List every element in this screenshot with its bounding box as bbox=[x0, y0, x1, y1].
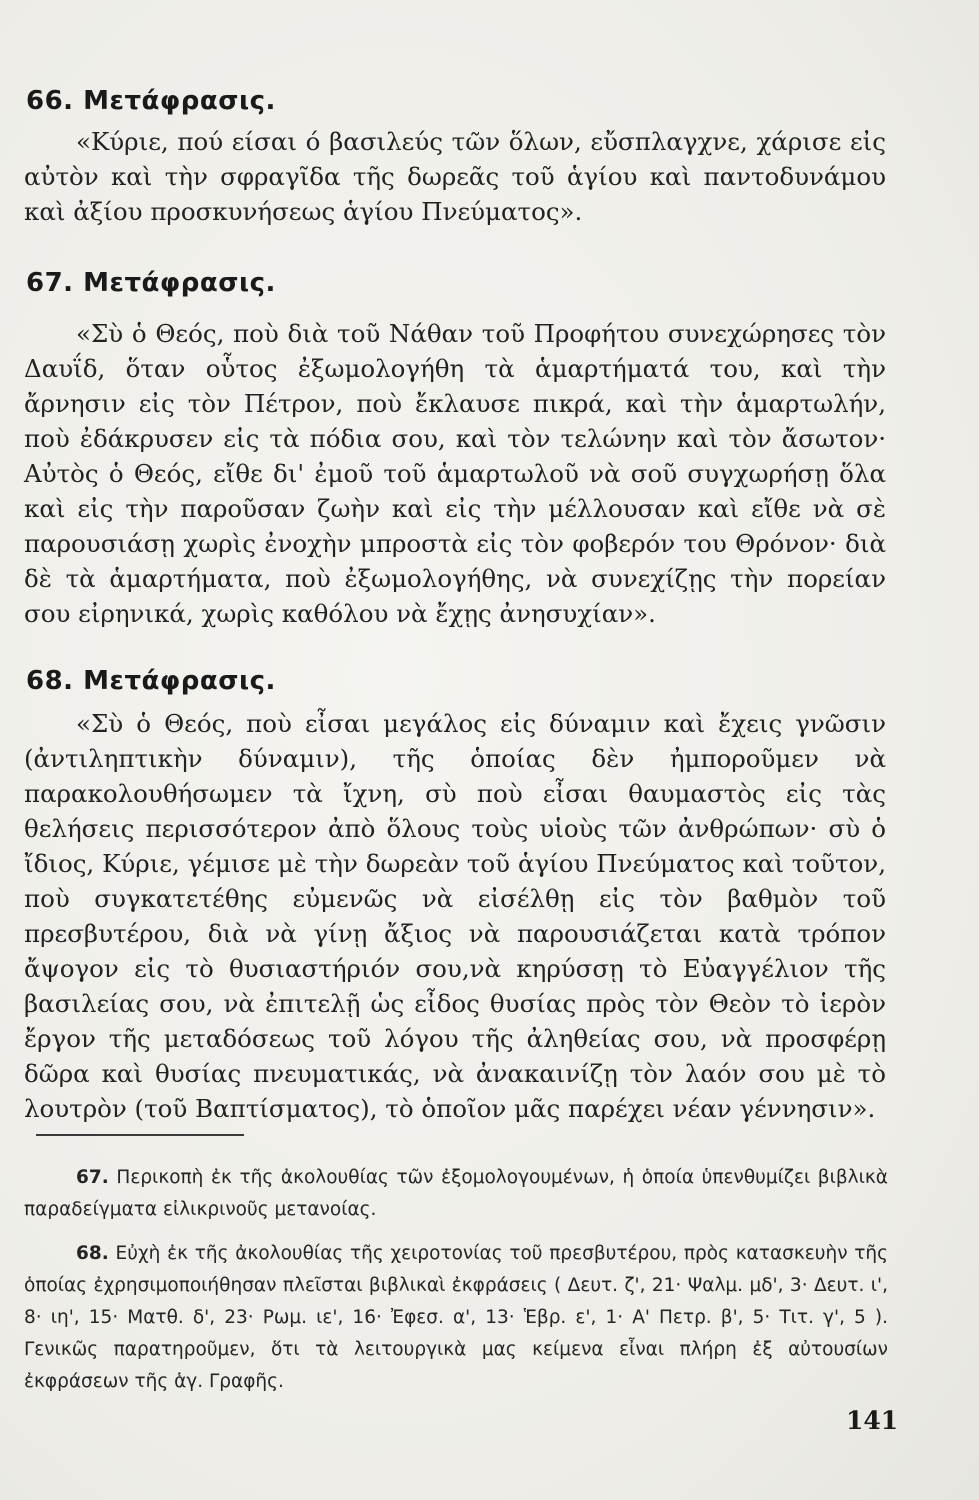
footnote-68-text: Εὐχὴ ἐκ τῆς ἀκολουθίας τῆς χειροτονίας τοῦ πρεσβυτέρου, πρὸς κατασκευὴν τῆς ὁποίας ἐχρησιμοποιήθησαν πλεῖσται βιβλικαὶ ἐκφράσεις ( Δευτ. ζ', 21· Ψαλμ. μδ', 3· Δευτ. ι', 8· ιη', 15· Ματθ. δ', 23· Ρωμ. ιε', 16· Ἐφεσ. α', 13· Ἑβρ. ε', 1· Α' Πετρ. β', 5· Τιτ. γ', 5 ). Γενικῶς παρατηροῦμεν, ὅτι τὰ λειτουργικὰ μας κείμενα εἶναι πλήρη ἐξ αὐτουσίων ἐκφράσεων τῆς ἁγ. Γραφῆς. bbox=[24, 1243, 889, 1392]
footnote-67-text: Περικοπὴ ἐκ τῆς ἀκολουθίας τῶν ἐξομολογουμένων, ἡ ὁποία ὑπενθυμίζει βιβλικὰ παραδείγματα εἰλικρινοῦς μετανοίας. bbox=[24, 1167, 888, 1220]
footnote-separator bbox=[36, 1134, 244, 1136]
footnote-67 bbox=[24, 1162, 888, 1226]
section-67-text: «Σὺ ὁ Θεός, ποὺ διὰ τοῦ Νάθαν τοῦ Προφήτου συνεχώρησες τὸν Δαυΐδ, ὅταν οὗτος ἐξωμολογήθη τὰ ἁμαρτήματά του, καὶ τὴν ἄρνησιν εἰς τὸν Πέτρον, ποὺ ἔκλαυσε πικρά, καὶ τὴν ἁμαρτωλήν, ποὺ ἐδάκρυσεν εἰς τὰ πόδια σου, καὶ τὸν τελώνην καὶ τὸν ἄσωτον· Αὐτὸς ὁ Θεός, εἴθε δι' ἐμοῦ τοῦ ἁμαρτωλοῦ νὰ σοῦ συγχωρήσῃ ὅλα καὶ εἰς τὴν παροῦσαν ζωὴν καὶ εἰς τὴν μέλλουσαν καὶ εἴθε νὰ σὲ παρουσιάσῃ χωρὶς ἐνοχὴν μπροστὰ εἰς τὸν φοβερόν του Θρόνον· διὰ δὲ τὰ ἁμαρτήματα, ποὺ ἐξωμολογήθης, νὰ συνεχίζῃς τὴν πορείαν σου εἰρηνικά, χωρὶς καθόλου νὰ ἔχῃς ἀνησυχίαν». bbox=[24, 319, 886, 628]
section-66-heading: 66. Μετάφρασις. bbox=[26, 86, 276, 116]
footnote-67-number: 67. bbox=[76, 1167, 109, 1188]
section-68-text: «Σὺ ὁ Θεός, ποὺ εἶσαι μεγάλος εἰς δύναμιν καὶ ἔχεις γνῶσιν (ἀντιληπτικὴν δύναμιν), τῆς ὁποίας δὲν ἠμποροῦμεν νὰ παρακολουθήσωμεν τὰ ἴχνη, σὺ ποὺ εἶσαι θαυμαστὸς εἰς τὰς θελήσεις περισσότερον ἀπὸ ὅλους τοὺς υἱοὺς τῶν ἀνθρώπων· σὺ ὁ ἴδιος, Κύριε, γέμισε μὲ τὴν δωρεὰν τοῦ ἁγίου Πνεύματος καὶ τοῦτον, ποὺ συγκατετέθης εὐμενῶς νὰ εἰσέλθῃ εἰς τὸν βαθμὸν τοῦ πρεσβυτέρου, διὰ νὰ γίνῃ ἄξιος νὰ παρουσιάζεται κατὰ τρόπον ἄψογον εἰς τὸ θυσιαστήριόν σου,νὰ κηρύσσῃ τὸ Εὐαγγέλιον τῆς βασιλείας σου, νὰ ἐπιτελῇ ὡς εἶδος θυσίας πρὸς τὸν Θεὸν τὸ ἱερὸν ἔργον τῆς μεταδόσεως τοῦ λόγου τῆς ἀληθείας σου, νὰ προσφέρῃ δῶρα καὶ θυσίας πνευματικάς, νὰ ἀνακαινίζῃ τὸν λαόν σου μὲ τὸ λουτρὸν (τοῦ Βαπτίσματος), τὸ ὁποῖον μᾶς παρέχει νέαν γέννησιν». bbox=[24, 709, 886, 1123]
section-66-text: «Κύριε, πού είσαι ό βασιλεύς τῶν ὅλων, εὔσπλαγχνε, χάρισε εἰς αὐτὸν καὶ τὴν σφραγῖδα τῆς δωρεᾶς τοῦ ἁγίου καὶ παντοδυνάμου καὶ ἀξίου προσκυνήσεως ἁγίου Πνεύματος». bbox=[24, 127, 886, 226]
footnote-68 bbox=[24, 1238, 888, 1398]
page-number: 141 bbox=[846, 1406, 899, 1435]
footnote-68-number: 68. bbox=[76, 1243, 109, 1264]
section-67-heading: 67. Μετάφρασις. bbox=[26, 268, 276, 298]
section-68-heading: 68. Μετάφρασις. bbox=[26, 666, 276, 696]
